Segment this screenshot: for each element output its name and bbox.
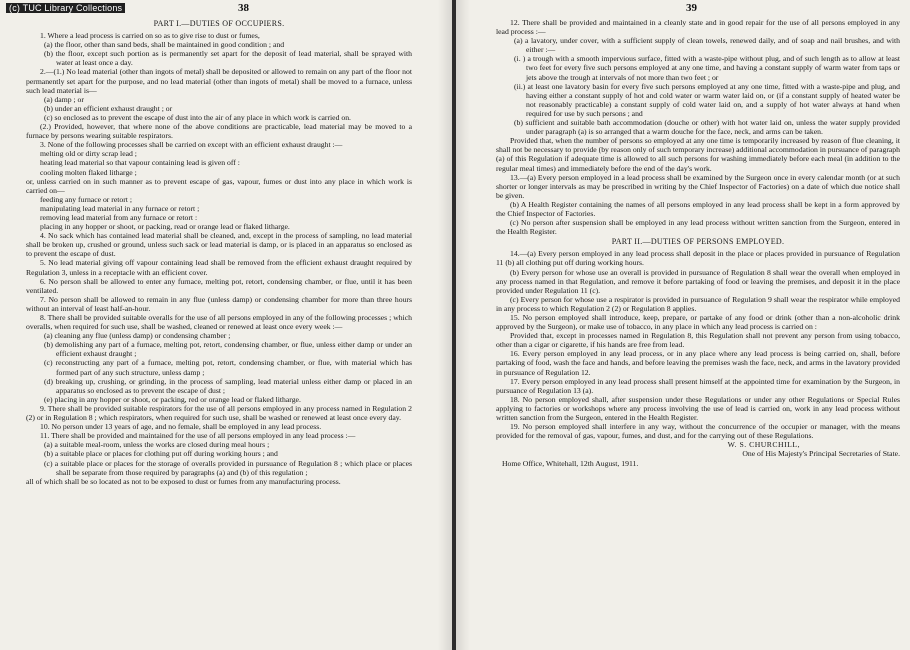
regulation-paragraph: 13.—(a) Every person employed in a lead process shall be examined by the Surgeon once in every calendar month (or at such shorter or longer intervals as may be prescribed in writing by the Chief Inspector of Factories) on a date of which due notice shall be given. — [496, 172, 900, 200]
regulation-paragraph: (b) Every person for whose use an overall is provided in pursuance of Regulation 8 shall wear the overall when employed in any process named in that Regulation, and remove it before partaking of food or leaving the premises, and deposit it in the place provided under Regulation 11 (c). — [496, 267, 900, 295]
regulation-paragraph: (ii.) at least one lavatory basin for every five such persons employed at any one time, fitted with a waste-pipe and plug, and having either a constant supply of hot and cold water or warm water laid on, or (if a constant supply of heated water be not reasonably practicable) a constant supply of cold water laid on, and a supply of hot water always at hand when required for use by such persons ; and — [514, 81, 900, 118]
regulation-paragraph: One of His Majesty's Principal Secretaries of State. — [742, 449, 900, 459]
regulation-paragraph: (d) breaking up, crushing, or grinding, in the process of sampling, lead material unless either damp or placed in an apparatus so enclosed as to prevent the escape of dust ; — [44, 376, 412, 395]
regulation-paragraph: Home Office, Whitehall, 12th August, 1911. — [502, 458, 639, 468]
regulation-paragraph: 8. There shall be provided suitable overalls for the use of all persons employed in any of the following processes ; which overalls, when required for such use, shall be washed, cleaned or renewed at least once every week :— — [26, 313, 412, 332]
regulation-paragraph: (2.) Provided, however, that where none of the above conditions are practicable, lead material may be moved to a furnace by persons wearing suitable respirators. — [26, 122, 412, 141]
regulation-paragraph: (a) a suitable meal-room, unless the works are closed during meal hours ; — [44, 440, 270, 450]
regulation-paragraph: 2.—(1.) No lead material (other than ingots of metal) shall be deposited or allowed to remain on any part of the floor not permanently set apart for the purpose, and no lead material (other than ingots of metal) shall be moved to a furnace, unless such lead material is— — [26, 67, 412, 95]
regulation-paragraph: Provided that, except in processes named in Regulation 8, this Regulation shall not prevent any person from using tobacco, other than a cigar or cigarette, if his hands are free from lead. — [496, 331, 900, 350]
regulation-paragraph: (b) demolishing any part of a furnace, melting pot, retort, condensing chamber, or flue, unless either damp or under an efficient exhaust draught ; — [44, 340, 412, 359]
regulation-paragraph: (b) A Health Register containing the names of all persons employed in any lead process shall be kept in a form approved by the Chief Inspector of Factories. — [496, 199, 900, 218]
spine-shadow — [438, 0, 452, 650]
page-number-right: 39 — [686, 2, 697, 14]
regulation-paragraph: 16. Every person employed in any lead process, or in any place where any lead process is being carried on, shall, before partaking of food, wash the face and hands, and before leaving the premises wash the face, neck, and arms in the lavatory provided in pursuance of Regulation 12. — [496, 349, 900, 377]
regulation-paragraph: 10. No person under 13 years of age, and no female, shall be employed in any lead process. — [40, 422, 322, 432]
regulation-paragraph: (b) a suitable place or places for clothing put off during working hours ; and — [44, 449, 278, 459]
regulation-paragraph: cooling molten flaked litharge ; — [40, 167, 137, 177]
regulation-paragraph: melting old or dirty scrap lead ; — [40, 149, 137, 159]
regulation-paragraph: 18. No person employed shall, after suspension under these Regulations or under any other Regulations or Special Rules applying to factories or workshops where any process involving the use of lead is carried on, work in any lead process without written sanction from the Surgeon, entered in the Health Register. — [496, 394, 900, 423]
regulation-paragraph: (a) a lavatory, under cover, with a sufficient supply of clean towels, renewed daily, and of soap and nail brushes, and with either :— — [514, 36, 900, 55]
regulation-paragraph: feeding any furnace or retort ; — [40, 194, 132, 204]
regulation-paragraph: (e) placing in any hopper or shoot, or packing, red or orange lead or flaked litharge. — [44, 394, 301, 404]
regulation-paragraph: 15. No person employed shall introduce, keep, prepare, or partake of any food or drink (other than a non-alcoholic drink approved by the Surgeon), or make use of tobacco, in any place in which any lead process is carried on : — [496, 313, 900, 332]
regulation-paragraph: 12. There shall be provided and maintained in a cleanly state and in good repair for the use of all persons employed in any lead process :— — [496, 18, 900, 37]
spine-shadow — [456, 0, 470, 650]
regulation-paragraph: (b) the floor, except such portion as is permanently set apart for the deposit of lead material, shall be sprayed with water at least once a day. — [44, 49, 412, 68]
regulation-paragraph: all of which shall be so located as not to be exposed to dust or fumes from any manufacturing process. — [26, 476, 341, 486]
regulation-paragraph: manipulating lead material in any furnace or retort ; — [40, 203, 200, 213]
regulation-paragraph: W. S. CHURCHILL, — [727, 440, 800, 450]
right-page-text — [496, 18, 900, 468]
regulation-paragraph: (c) reconstructing any part of a furnace, melting pot, retort, condensing chamber, or flue, with material which has formed part of any such structure, unless damp ; — [44, 358, 412, 377]
right-page — [456, 0, 910, 650]
regulation-paragraph: (b) under an efficient exhaust draught ; or — [44, 103, 173, 113]
section-heading: PART II.—DUTIES OF PERSONS EMPLOYED. — [611, 237, 785, 247]
regulation-paragraph: heating lead material so that vapour containing lead is given off : — [40, 158, 240, 168]
regulation-paragraph: (c) Every person for whose use a respirator is provided in pursuance of Regulation 9 shall wear the respirator while employed in any process to which Regulation 2 (2) or Regulation 8 applies. — [496, 294, 900, 313]
left-page — [0, 0, 452, 650]
regulation-paragraph: 11. There shall be provided and maintained for the use of all persons employed in any lead process :— — [40, 431, 356, 441]
regulation-paragraph: 19. No person employed shall interfere in any way, without the concurrence of the occupier or manager, with the means provided for the removal of gas, vapour, fumes, and dust, and for the carrying out of these Regulations. — [496, 422, 900, 441]
section-heading: PART I.—DUTIES OF OCCUPIERS. — [153, 19, 285, 28]
regulation-paragraph: 17. Every person employed in any lead process shall present himself at the appointed time for examination by the Surgeon, in pursuance of Regulation 13 (a). — [496, 376, 900, 395]
regulation-paragraph: 4. No sack which has contained lead material shall be cleaned, and, except in the process of sampling, no lead material shall be broken up, crushed or ground, unless such sack or lead material is damp, or is placed in an apparatus so enclosed as to prevent the escape of dust. — [26, 231, 412, 259]
regulation-paragraph: placing in any hopper or shoot, or packing, read or orange lead or flaked litharge. — [40, 222, 290, 232]
regulation-paragraph: 3. None of the following processes shall be carried on except with an efficient exhaust draught :— — [40, 140, 343, 150]
regulation-paragraph: (i. ) a trough with a smooth impervious surface, fitted with a waste-pipe without plug, and of such length as to allow at least two feet for every five such persons employed at any one time, and having a constant supply of warm water from taps or jets above the trough at intervals of not more than two feet ; or — [514, 54, 900, 82]
regulation-paragraph: 5. No lead material giving off vapour containing lead shall be removed from the efficient exhaust draught required by Regulation 3, unless in a receptacle with an efficient cover. — [26, 258, 412, 277]
left-page-text — [26, 18, 412, 486]
regulation-paragraph: removing lead material from any furnace or retort : — [40, 212, 198, 222]
regulation-paragraph: (b) sufficient and suitable bath accommodation (douche or other) with hot water laid on, unless the water supply provided under paragraph (a) is so arranged that a warm douche for the face, neck, and arms can be taken. — [514, 118, 900, 137]
left-paragraphs — [26, 31, 412, 486]
regulation-paragraph: 14.—(a) Every person employed in any lead process shall deposit in the place or places provided in pursuance of Regulation 11 (b) all clothing put off during working hours. — [496, 249, 900, 268]
regulation-paragraph: (a) the floor, other than sand beds, shall be maintained in good condition ; and — [44, 40, 285, 50]
right-paragraphs — [496, 18, 900, 468]
regulation-paragraph: (a) damp ; or — [44, 94, 84, 104]
regulation-paragraph: (c) so enclosed as to prevent the escape of dust into the air of any place in which work is carried on. — [44, 112, 351, 122]
regulation-paragraph: Provided that, when the number of persons so employed at any one time is temporarily increased by reason of flue cleaning, it shall not be necessary to provide (by reason only of such temporary increase) additional accommodation in pursuance of paragraph (a) of this Regulation if adequate time is allowed to all such persons for washing immediately before each meal (in addition to the regular meal times) and immediately before the end of the day's work. — [496, 136, 900, 173]
regulation-paragraph: or, unless carried on in such manner as to prevent escape of gas, vapour, fumes or dust into any place in which work is carried on— — [26, 176, 412, 195]
regulation-paragraph: (c) a suitable place or places for the storage of overalls provided in pursuance of Regulation 8 ; which place or places shall be separate from those required by paragraphs (a) and (b) of this regulation ; — [44, 458, 412, 477]
regulation-paragraph: 6. No person shall be allowed to enter any furnace, melting pot, retort, condensing chamber, or flue, until it has been ventilated. — [26, 276, 412, 295]
regulation-paragraph: (c) No person after suspension shall be employed in any lead process without written sanction from the Surgeon, entered in the Health Register. — [496, 218, 900, 237]
watermark: (c) TUC Library Collections — [6, 3, 125, 13]
regulation-paragraph: 1. Where a lead process is carried on so as to give rise to dust or fumes, — [40, 31, 260, 41]
regulation-paragraph: 9. There shall be provided suitable respirators for the use of all persons employed in any process named in Regulation 2 (2) or in Regulation 8 ; which respirators, when required for such use, shall be washed or renewed at least once every day. — [26, 403, 412, 423]
regulation-paragraph: 7. No person shall be allowed to remain in any flue (unless damp) or condensing chamber for more than three hours without an interval of least half-an-hour. — [26, 294, 412, 313]
page-number-left: 38 — [238, 2, 249, 14]
regulation-paragraph: (a) cleaning any flue (unless damp) or condensing chamber ; — [44, 331, 231, 341]
